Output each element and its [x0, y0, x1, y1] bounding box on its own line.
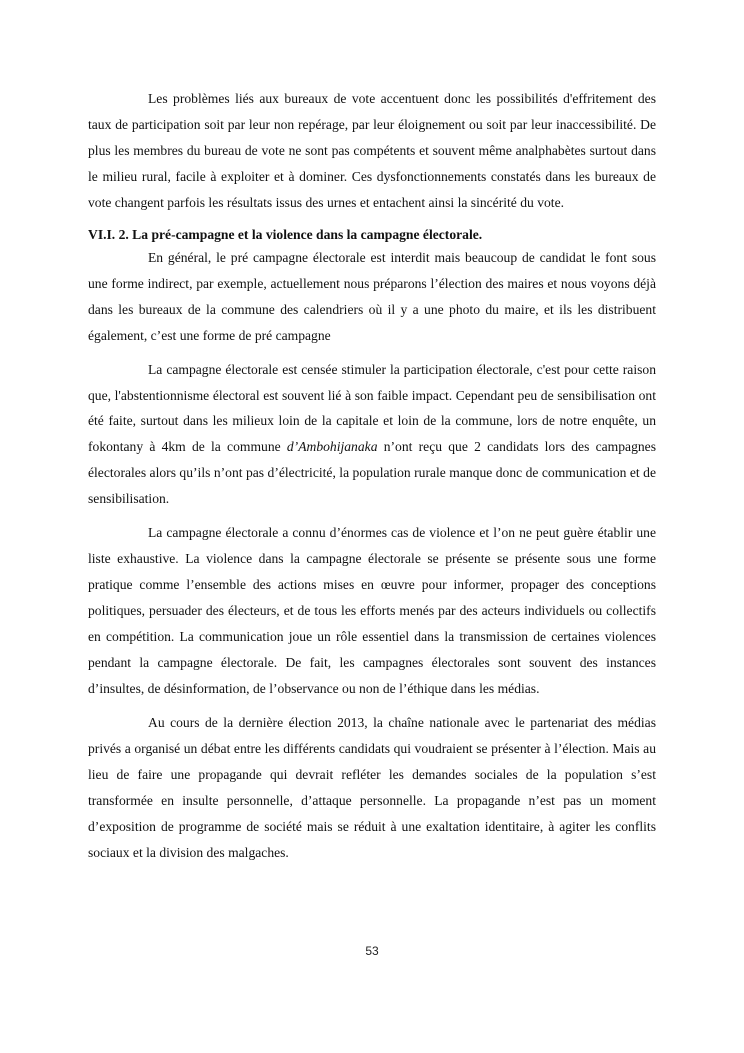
paragraph-text: n’ont reçu que 2 candidats lors des campagnes électorales alors qu’ils n’ont pas d’électricité, la population rurale manque donc de communication et de sensibilisation. — [88, 439, 656, 507]
paragraph-campaign-violence: La campagne électorale a connu d’énormes cas de violence et l’on ne peut guère établir une liste exhaustive. La violence dans la campagne électorale se présente se présente sous une forme pratique comme l’ensemble des actions mises en œuvre pour informer, propager des conceptions politiques, persuader des électeurs, et de tous les efforts menés par des acteurs individuels ou collectifs en compétition. La communication joue un rôle essentiel dans la transmission de certaines violences pendant la campagne électorale. De fait, les campagnes électorales sont souvent des instances d’insultes, de désinformation, de l’observance ou non de l’éthique dans les médias. — [88, 525, 656, 697]
page-number: 53 — [365, 944, 379, 958]
paragraph-pre-campaign: En général, le pré campagne électorale est interdit mais beaucoup de candidat le font sous une forme indirect, par exemple, actuellement nous préparons l’élection des maires et nous voyons déjà dans les bureaux de la commune des calendriers où il y a une photo du maire, et ils les distribuent également, c’est une forme de pré campagne — [88, 249, 656, 343]
document-page — [88, 86, 656, 866]
paragraph-polling-stations: Les problèmes liés aux bureaux de vote accentuent donc les possibilités d'effritement des taux de participation soit par leur non repérage, par leur éloignement ou soit par leur inaccessibilité. De plus les membres du bureau de vote ne sont pas compétents et souvent même analphabètes surtout dans le milieu rural, facile à exploiter et à dominer. Ces dysfonctionnements constatés dans les bureaux de vote changent parfois les résultats issus des urnes et entachent ainsi la sincérité du vote. — [88, 91, 656, 210]
section-heading: VI.I. 2. La pré-campagne et la violence dans la campagne électorale. — [88, 226, 483, 242]
paragraph-electoral-campaign — [88, 357, 656, 513]
place-name-italic: d’Ambohijanaka — [286, 439, 378, 455]
paragraph-2013-election: Au cours de la dernière élection 2013, la chaîne nationale avec le partenariat des médias privés a organisé un débat entre les différents candidats qui voudraient se présenter à l’élection. Mais au lieu de faire une propagande qui devrait refléter les demandes sociales de la population s’est transformée en insulte personnelle, d’attaque personnelle. La propagande n’est pas un moment d’exposition de programme de société mais se réduit à une exaltation identitaire, à agiter les conflits sociaux et la division des malgaches. — [88, 714, 656, 860]
paragraph-text: La campagne électorale est censée stimuler la participation électorale, c'est pour cette raison que, l'abstentionnisme électoral est souvent lié à son faible impact. Cependant peu de sensibilisation ont été faite, surtout dans les milieux loin de la capitale et loin de la commune, lors de notre enquête, un fokontany à 4km de la commune — [88, 361, 656, 455]
